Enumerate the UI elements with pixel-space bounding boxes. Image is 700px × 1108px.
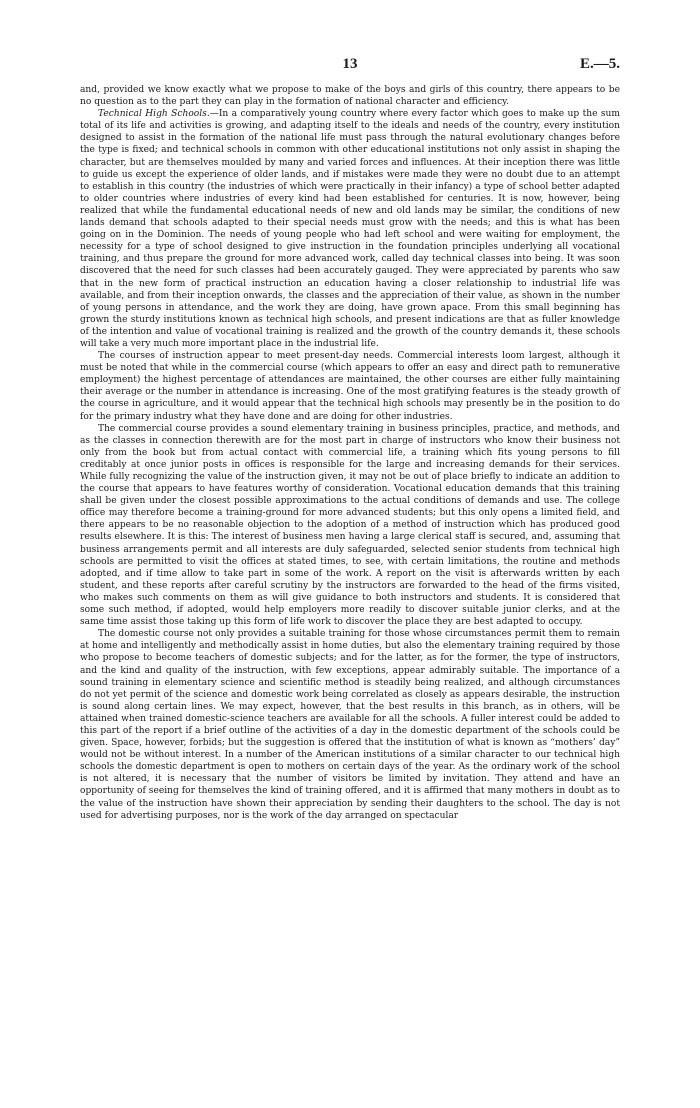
paragraph-text: —In a comparatively young country where every factor which goes to make up the sum total of its life and activities is growing, and adapting itself to the ideals and needs of the country, every institution designed to assist in the formation of the national life must pass through the natural evolutionary changes before the type is fixed; and technical schools in common with other educational institutions not only assist in shaping the character, but are themselves moulded by many and varied forces and influences. At their inception there was little to guide us except the experience of older lands, and if mistakes were made they were no doubt due to an attempt to establish in this country (the industries of which were practically in their infancy) a type of school better adapted to older countries where industries of every kind had been established for centuries. It is now, however, being realized that while the fundamental educational needs of new and old lands may be similar, the conditions of new lands demand that schools adapted to their special needs must grow with the needs; and this is what has been going on in the Dominion. The needs of young people who had left school and were waiting for employment, the necessity for a type of school designed to give instruction in the foundation principles underlying all vocational training, and thus prepare the ground for more advanced work, called day technical classes into being. It was soon discovered that the need for such classes had been accurately gauged. They were appreciated by parents who saw that in the new form of practical instruction an education having a closer relationship to industrial life was available, and from their inception onwards, the classes and the appreciation of their value, as shown in the number of young persons in attendance, and the work they are doing, have grown apace. From this small beginning has grown the sturdy institutions known as technical high schools, and present indications are that as fuller knowledge of the intention and value of vocational training is realized and the growth of the country demands it, these schools will take a very much more important place in the industrial life. bbox=[80, 109, 620, 349]
paragraph-text: The commercial course provides a sound elementary training in business principles, practice, and methods, and as the classes in connection therewith are for the most part in charge of instructors who know their business not only from the book but from actual contact with commercial life, a training which fits young persons to fill creditably at once junior posts in offices is responsible for the large and increasing demands for their services. While fully recognizing the value of the instruction given, it may not be out of place briefly to indicate an addition to the course that appears to have features worthy of consideration. Vocational education demands that this training shall be given under the closest possible approximations to the actual conditions of demands and use. The college office may therefore become a training-ground for more advanced students; but this only opens a limited field, and there appears to be no reasonable objection to the adoption of a method of instruction which has produced good results elsewhere. It is this: The interest of business men having a large clerical staff is secured, and, assuming that business arrangements permit and all interests are duly safeguarded, selected senior students from technical high schools are permitted to visit the offices at stated times, to see, with certain limitations, the routine and methods adopted, and if time allow to take part in some of the work. A report on the visit is afterwards written by each student, and these reports after careful scrutiny by the instructors are forwarded to the head of the firms visited, who makes such comments on them as will give guidance to both instructors and students. It is considered that some such method, if adopted, would help employers more readily to discover suitable junior clerks, and at the same time assist those taking up this form of life work to discover the place they are best adapted to occupy. bbox=[80, 423, 620, 628]
paragraph-text: The domestic course not only provides a suitable training for those whose circumstances permit them to remain at home and intelligently and methodically assist in home duties, but also the elementary training required by those who propose to become teachers of domestic subjects; and for the latter, as for the former, the type of instructors, and the kind and quality of the instruction, with few exceptions, appear admirably suitable. The importance of a sound training in elementary science and scientific method is steadily being realized, and although circumstances do not yet permit of the science and domestic work being correlated as closely as appears desirable, the instruction is sound along certain lines. We may expect, however, that the best results in this branch, as in others, will be attained when trained domestic-science teachers are available for all the schools. A fuller interest could be added to this part of the report if a brief outline of the activities of a day in the domestic department of the schools could be given. Space, however, forbids; but the suggestion is offered that the institution of what is known as “mothers’ day” would not be without interest. In a number of the American institutions of a similar character to our technical high schools the domestic department is open to mothers on certain days of the year. As the ordinary work of the school is not altered, it is necessary that the number of visitors be limited by invitation. They attend and have an opportunity of seeing for themselves the kind of training offered, and it is affirmed that many mothers in doubt as to the value of the instruction have shown their appreciation by sending their daughters to the school. The day is not used for advertising purposes, nor is the work of the day arranged on spectacular bbox=[80, 629, 620, 821]
paragraph bbox=[80, 628, 620, 822]
paragraph-text: and, provided we know exactly what we propose to make of the boys and girls of this country, there appears to be no question as to the part they can play in the formation of national character and efficiency. bbox=[80, 85, 620, 108]
paragraph bbox=[80, 84, 620, 108]
paragraph bbox=[80, 423, 620, 629]
page-number: 13 bbox=[342, 56, 358, 72]
page-header bbox=[80, 56, 620, 78]
paragraph bbox=[80, 108, 620, 350]
document-code: E.—5. bbox=[579, 56, 620, 72]
section-heading: Technical High Schools. bbox=[98, 109, 210, 120]
body-text bbox=[80, 84, 620, 822]
paragraph-text: The courses of instruction appear to meet present-day needs. Commercial interests loom largest, although it must be noted that while in the commercial course (which appears to offer an easy and direct path to remunerative employment) the highest percentage of attendances are maintained, the other courses are either fully maintaining their average or the number in attendance is increasing. One of the most gratifying features is the steady growth of the course in agriculture, and it would appear that the technical high schools may presently be in the position to do for the primary industry what they have done and are doing for other industries. bbox=[80, 351, 620, 422]
paragraph bbox=[80, 350, 620, 423]
